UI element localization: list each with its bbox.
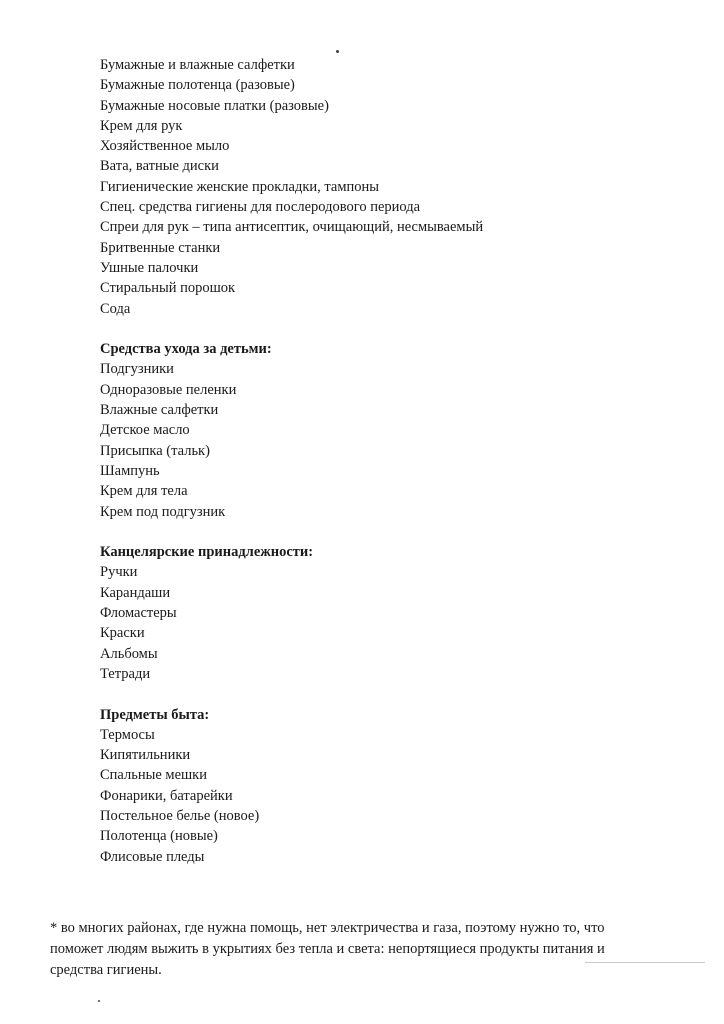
list-item: Бумажные и влажные салфетки [100,57,295,73]
list-item: Детское масло [100,422,190,439]
list-item: Подгузники [100,361,174,378]
list-item: Кипятильники [100,747,191,764]
scan-speck [98,1000,100,1002]
list-item: Флисовые пледы [100,848,205,865]
list-item: Крем под подгузник [100,503,226,520]
list-item: Гигиенические женские прокладки, тампоны [100,178,380,195]
list-item: Термосы [100,726,155,743]
list-item: Влажные салфетки [100,402,219,419]
list-item: Вата, ватные диски [100,158,219,175]
list-item: Хозяйственное мыло [100,138,230,155]
list-item: Стиральный порошок [100,280,236,297]
list-item: Карандаши [100,584,171,601]
section-spacer [100,319,700,339]
list-item: Полотенца (новые) [100,828,218,845]
list-item: Краски [100,625,145,642]
list-item: Альбомы [100,645,158,662]
list-item: Ушные палочки [100,259,199,276]
section-spacer [100,522,700,542]
list-item: Бумажные носовые платки (разовые) [100,97,329,114]
scan-speck [336,50,339,53]
list-item: Фломастеры [100,605,177,622]
scan-artifact-line [585,962,705,963]
section-spacer [100,684,700,704]
footnote-line: средства гигиены. [50,962,162,978]
supply-list [100,55,700,867]
list-item: Крем для тела [100,483,188,500]
list-item: Шампунь [100,462,160,479]
list-item: Сода [100,300,131,317]
list-item: Присыпка (тальк) [100,442,210,459]
footnote-line: поможет людям выжить в укрытиях без тепла и света: непортящиеся продукты питания и [50,941,605,957]
list-item: Спальные мешки [100,767,207,784]
list-item: Тетради [100,665,151,682]
list-item: Ручки [100,564,138,581]
list-item: Спреи для рук – типа антисептик, очищающий, несмываемый [100,219,484,236]
list-item: Постельное белье (новое) [100,807,260,824]
section-heading-childcare: Средства ухода за детьми: [100,341,272,358]
list-item: Спец. средства гигиены для послеродового периода [100,199,421,216]
section-heading-stationery: Канцелярские принадлежности: [100,544,314,561]
footnote-line: * во многих районах, где нужна помощь, нет электричества и газа, поэтому нужно то, что [50,920,605,936]
list-item: Одноразовые пеленки [100,381,237,398]
section-heading-household: Предметы быта: [100,706,210,723]
list-item: Бумажные полотенца (разовые) [100,77,295,94]
list-item: Крем для рук [100,117,183,134]
footnote [50,918,680,981]
list-item: Фонарики, батарейки [100,787,233,804]
list-item: Бритвенные станки [100,239,221,256]
